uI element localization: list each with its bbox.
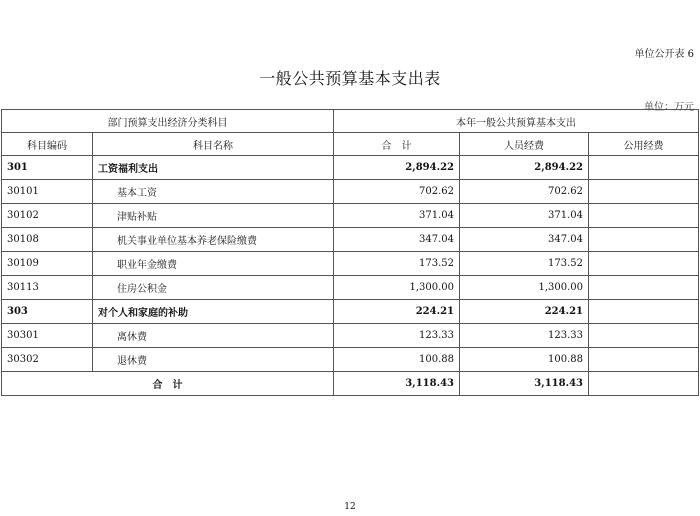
table-row xyxy=(2,324,699,348)
cell-personnel: 2,894.22 xyxy=(460,156,589,180)
cell-personnel: 123.33 xyxy=(460,324,589,348)
column-header-name: 科目名称 xyxy=(93,133,334,156)
cell-public xyxy=(589,252,699,276)
cell-public xyxy=(589,180,699,204)
column-header-personnel: 人员经费 xyxy=(460,133,589,156)
table-row xyxy=(2,228,699,252)
cell-personnel: 347.04 xyxy=(460,228,589,252)
table-row xyxy=(2,300,699,324)
cell-public xyxy=(589,348,699,372)
cell-code: 30302 xyxy=(2,348,93,372)
cell-name: 基本工资 xyxy=(93,180,334,204)
cell-code: 30102 xyxy=(2,204,93,228)
table-row xyxy=(2,276,699,300)
total-amount: 3,118.43 xyxy=(334,372,460,396)
cell-total: 1,300.00 xyxy=(334,276,460,300)
table-number-tag: 单位公开表 6 xyxy=(634,49,694,60)
table-row xyxy=(2,204,699,228)
column-header-public: 公用经费 xyxy=(589,133,699,156)
group-header-classification: 部门预算支出经济分类科目 xyxy=(2,110,334,133)
cell-name: 机关事业单位基本养老保险缴费 xyxy=(93,228,334,252)
unit-label: 单位：万元 xyxy=(644,102,694,113)
budget-table xyxy=(1,109,699,396)
column-header-total: 合 计 xyxy=(334,133,460,156)
cell-code: 301 xyxy=(2,156,93,180)
cell-personnel: 1,300.00 xyxy=(460,276,589,300)
table-row xyxy=(2,252,699,276)
cell-personnel: 100.88 xyxy=(460,348,589,372)
cell-name: 工资福利支出 xyxy=(93,156,334,180)
cell-public xyxy=(589,300,699,324)
cell-personnel: 224.21 xyxy=(460,300,589,324)
cell-public xyxy=(589,324,699,348)
cell-code: 30108 xyxy=(2,228,93,252)
cell-personnel: 371.04 xyxy=(460,204,589,228)
cell-total: 371.04 xyxy=(334,204,460,228)
cell-total: 100.88 xyxy=(334,348,460,372)
cell-public xyxy=(589,156,699,180)
cell-total: 2,894.22 xyxy=(334,156,460,180)
group-header-basic-expenditure: 本年一般公共预算基本支出 xyxy=(334,110,699,133)
table-body xyxy=(2,156,699,372)
column-header-row xyxy=(2,133,699,156)
cell-code: 303 xyxy=(2,300,93,324)
cell-code: 30113 xyxy=(2,276,93,300)
cell-code: 30109 xyxy=(2,252,93,276)
total-label: 合 计 xyxy=(2,372,334,396)
cell-name: 对个人和家庭的补助 xyxy=(93,300,334,324)
total-public xyxy=(589,372,699,396)
cell-name: 离休费 xyxy=(93,324,334,348)
cell-code: 30101 xyxy=(2,180,93,204)
page-number: 12 xyxy=(344,502,356,512)
column-header-code: 科目编码 xyxy=(2,133,93,156)
cell-total: 173.52 xyxy=(334,252,460,276)
cell-total: 702.62 xyxy=(334,180,460,204)
cell-name: 津贴补贴 xyxy=(93,204,334,228)
table-row xyxy=(2,180,699,204)
page-title: 一般公共预算基本支出表 xyxy=(259,69,441,88)
cell-name: 住房公积金 xyxy=(93,276,334,300)
total-personnel: 3,118.43 xyxy=(460,372,589,396)
cell-name: 退休费 xyxy=(93,348,334,372)
cell-public xyxy=(589,204,699,228)
cell-personnel: 702.62 xyxy=(460,180,589,204)
cell-total: 347.04 xyxy=(334,228,460,252)
group-header-row xyxy=(2,110,699,133)
table-row xyxy=(2,156,699,180)
total-row xyxy=(2,372,699,396)
cell-name: 职业年金缴费 xyxy=(93,252,334,276)
cell-code: 30301 xyxy=(2,324,93,348)
cell-public xyxy=(589,228,699,252)
table-row xyxy=(2,348,699,372)
cell-public xyxy=(589,276,699,300)
cell-total: 123.33 xyxy=(334,324,460,348)
cell-personnel: 173.52 xyxy=(460,252,589,276)
cell-total: 224.21 xyxy=(334,300,460,324)
